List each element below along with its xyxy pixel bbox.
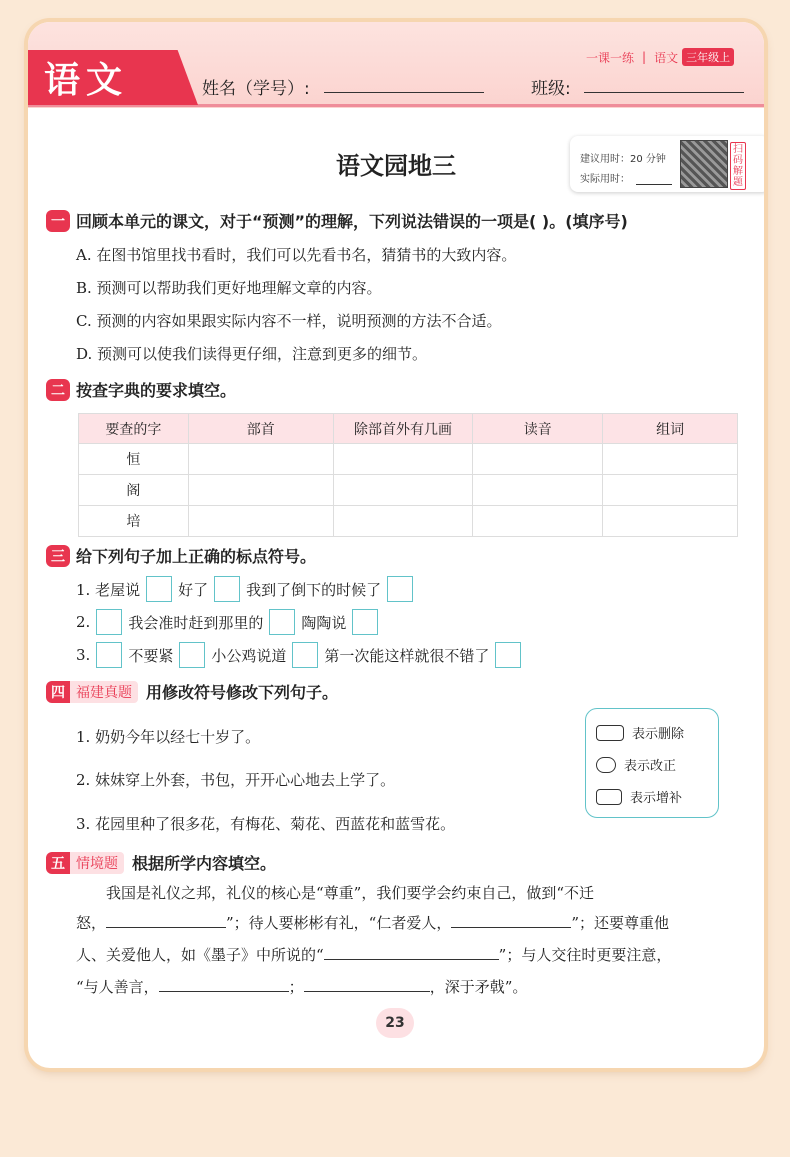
edit-sentence-1: 1. 奶奶今年以经七十岁了。: [76, 728, 261, 746]
punctuation-box[interactable]: [387, 576, 413, 602]
sentence-text: 我到了倒下的时候了: [246, 580, 382, 599]
answer-cell[interactable]: [333, 475, 473, 506]
sentence-text: 小公鸡说道: [211, 646, 287, 665]
col-header-radical: 部首: [188, 414, 333, 444]
qr-code-icon[interactable]: [680, 140, 728, 188]
scan-badge: 扫码解题: [730, 142, 746, 190]
char-cell: 培: [79, 506, 189, 537]
class-field[interactable]: [584, 92, 744, 93]
question-number: 一: [46, 210, 70, 232]
option-b: B. 预测可以帮助我们更好地理解文章的内容。: [76, 279, 382, 297]
punctuation-box[interactable]: [269, 609, 295, 635]
char-cell: 恒: [79, 444, 189, 475]
answer-cell[interactable]: [603, 475, 738, 506]
answer-cell[interactable]: [473, 475, 603, 506]
table-row: [79, 444, 738, 475]
paragraph-text: ”；还要尊重他: [571, 914, 670, 932]
option-c: C. 预测的内容如果跟实际内容不一样，说明预测的方法不合适。: [76, 312, 502, 330]
separator: |: [642, 50, 647, 64]
subject-small: 语文: [654, 50, 679, 65]
delete-mark-icon: [596, 725, 624, 741]
actual-time-field[interactable]: [636, 184, 672, 185]
series-name: 一课一练: [586, 50, 635, 65]
actual-time-label: 实际用时：: [580, 174, 630, 185]
sentence-text: 第一次能这样就很不错了: [324, 646, 490, 665]
question-number: 二: [46, 379, 70, 401]
sentence-text: 3.: [76, 646, 91, 664]
fill-blank[interactable]: [324, 941, 499, 960]
fill-blank[interactable]: [159, 973, 289, 992]
char-cell: 阁: [79, 475, 189, 506]
sentence-text: 1. 老屋说: [76, 580, 141, 599]
paragraph-text: ；: [288, 978, 304, 996]
answer-cell[interactable]: [603, 444, 738, 475]
col-header-strokes: 除部首外有几画: [333, 414, 473, 444]
table-row: [79, 475, 738, 506]
table-row: [79, 506, 738, 537]
sentence-text: 不要紧: [128, 646, 174, 665]
fill-paragraph-line-4: [76, 972, 746, 1002]
sentence-2: [76, 609, 384, 635]
series-info: [586, 48, 734, 66]
answer-cell[interactable]: [188, 475, 333, 506]
paragraph-text: “与人善言，: [76, 978, 159, 996]
name-field[interactable]: [324, 92, 484, 93]
fill-paragraph-line-2: [76, 908, 746, 938]
punctuation-box[interactable]: [495, 642, 521, 668]
fill-paragraph-line-3: [76, 940, 746, 970]
subject-title: 语文: [44, 59, 129, 101]
sentence-1: [76, 576, 419, 602]
punctuation-box[interactable]: [352, 609, 378, 635]
dictionary-table: [78, 413, 738, 537]
question-1-text: 回顾本单元的课文，对于“预测”的理解，下列说法错误的一项是( )。(填序号): [76, 212, 628, 231]
question-5-text: 根据所学内容填空。: [132, 854, 277, 873]
question-tag: 福建真题: [70, 681, 138, 703]
answer-cell[interactable]: [333, 506, 473, 537]
paragraph-text: 怒，: [76, 914, 107, 932]
question-5-header: [46, 851, 276, 874]
worksheet-page: [28, 22, 764, 1068]
punctuation-box[interactable]: [96, 642, 122, 668]
question-2-header: [46, 378, 236, 401]
edit-sentence-3: 3. 花园里种了很多花，有梅花、菊花、西蓝花和蓝雪花。: [76, 815, 456, 833]
sentence-3: [76, 642, 527, 668]
fill-blank[interactable]: [106, 909, 226, 928]
punctuation-box[interactable]: [146, 576, 172, 602]
question-tag: 情境题: [70, 852, 124, 874]
question-number: 四: [46, 681, 70, 703]
table-header-row: [79, 414, 738, 444]
paragraph-text: ”；与人交往时更要注意，: [498, 946, 672, 964]
fill-blank[interactable]: [451, 909, 571, 928]
replace-mark-icon: [596, 757, 616, 773]
question-3-header: [46, 544, 316, 567]
page-number: 23: [376, 1008, 414, 1038]
punctuation-box[interactable]: [292, 642, 318, 668]
punctuation-box[interactable]: [96, 609, 122, 635]
insert-mark-icon: [596, 789, 622, 805]
sentence-text: 好了: [178, 580, 209, 599]
suggested-time: 建议用时：20 分钟: [580, 154, 666, 165]
answer-cell[interactable]: [333, 444, 473, 475]
grade-badge: 三年级上: [682, 48, 734, 66]
legend-label: 表示删除: [632, 727, 685, 742]
sentence-text: 我会准时赶到那里的: [128, 613, 264, 632]
fill-paragraph-line-1: 我国是礼仪之邦，礼仪的核心是“尊重”，我们要学会约束自己，做到“不迁: [106, 884, 595, 902]
question-number: 三: [46, 545, 70, 567]
col-header-words: 组词: [603, 414, 738, 444]
name-label: 姓名（学号）:: [202, 79, 310, 99]
fill-blank[interactable]: [304, 973, 430, 992]
option-d: D. 预测可以使我们读得更仔细，注意到更多的细节。: [76, 345, 428, 363]
legend-label: 表示改正: [624, 759, 677, 774]
actual-time-row: [580, 170, 672, 185]
class-label: 班级:: [531, 79, 571, 99]
legend-delete: [596, 723, 684, 742]
paragraph-text: ”；待人要彬彬有礼，“仁者爱人，: [226, 914, 452, 932]
question-4-header: [46, 680, 338, 703]
answer-cell[interactable]: [473, 444, 603, 475]
correction-symbol-legend: [585, 708, 719, 818]
answer-cell[interactable]: [188, 444, 333, 475]
question-number: 五: [46, 852, 70, 874]
answer-cell[interactable]: [603, 506, 738, 537]
page-title: 语文园地三: [336, 152, 456, 180]
paragraph-text: ，深于矛戟”。: [429, 978, 528, 996]
edit-sentence-2: 2. 妹妹穿上外套，书包，开开心心地去上学了。: [76, 771, 396, 789]
question-2-text: 按查字典的要求填空。: [76, 381, 237, 400]
sentence-text: 2.: [76, 613, 91, 631]
col-header-char: 要查的字: [79, 414, 189, 444]
legend-replace: [596, 755, 676, 774]
option-a: A. 在图书馆里找书看时，我们可以先看书名，猜猜书的大致内容。: [76, 246, 517, 264]
answer-cell[interactable]: [188, 506, 333, 537]
col-header-pinyin: 读音: [473, 414, 603, 444]
punctuation-box[interactable]: [179, 642, 205, 668]
punctuation-box[interactable]: [214, 576, 240, 602]
timer-box: [570, 136, 764, 192]
sentence-text: 陶陶说: [301, 613, 347, 632]
paragraph-text: 人、关爱他人，如《墨子》中所说的“: [76, 946, 324, 964]
legend-label: 表示增补: [630, 791, 683, 806]
answer-cell[interactable]: [473, 506, 603, 537]
question-1-header: [46, 209, 628, 232]
question-4-text: 用修改符号修改下列句子。: [146, 683, 339, 702]
legend-insert: [596, 787, 682, 806]
question-3-text: 给下列句子加上正确的标点符号。: [76, 547, 317, 566]
